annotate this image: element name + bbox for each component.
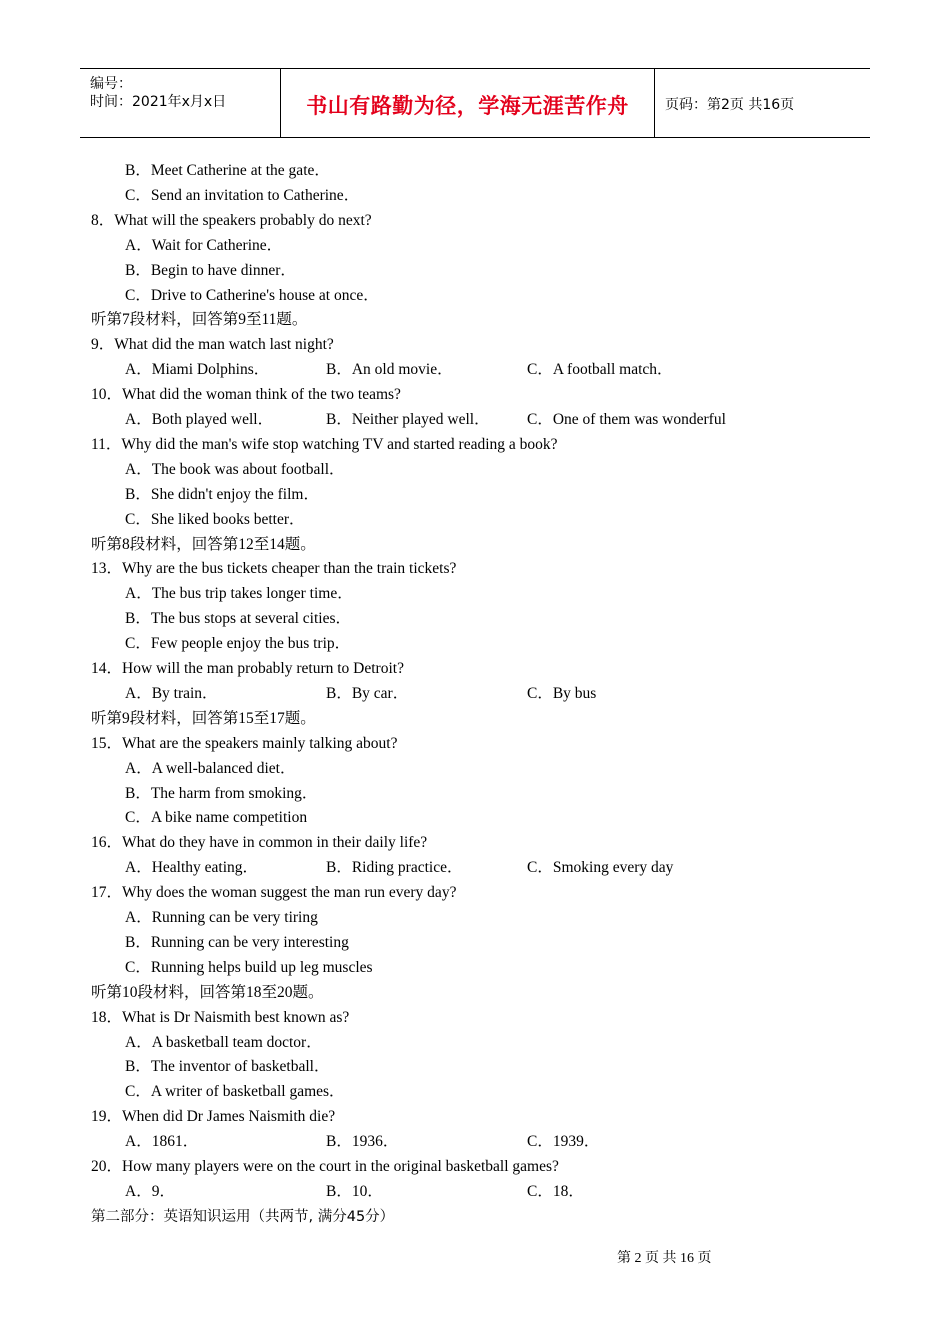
option-row (0, 1182, 950, 1202)
motto-text: 书山有路勤为径，学海无涯苦作舟 (306, 94, 629, 118)
option-row (0, 360, 950, 380)
question-line: 18．What is Dr Naismith best known as? (91, 1009, 350, 1026)
option-line: C．Drive to Catherine's house at once． (125, 287, 379, 304)
page-footer: 第 2 页 共 16 页 (617, 1251, 712, 1266)
option-line: B．Begin to have dinner． (125, 262, 296, 279)
option-item: A．Miami Dolphins． (125, 361, 270, 378)
part-heading: 第二部分：英语知识运用（共两节, 满分45分） (91, 1209, 395, 1225)
option-line: A．Wait for Catherine． (125, 237, 283, 254)
option-row (0, 858, 950, 878)
section-instruction: 听第10段材料，回答第18至20题。 (91, 984, 324, 1001)
option-line: B．Running can be very interesting (125, 934, 349, 951)
question-line: 10．What did the woman think of the two teams? (91, 386, 401, 403)
option-item: C．1939． (527, 1133, 600, 1150)
section-instruction: 听第8段材料，回答第12至14题。 (91, 536, 316, 553)
option-line: C．Running helps build up leg muscles (125, 959, 373, 976)
question-line: 14．How will the man probably return to Detroit? (91, 660, 404, 677)
question-line: 9．What did the man watch last night? (91, 336, 334, 353)
question-line: 16．What do they have in common in their daily life? (91, 834, 428, 851)
option-row (0, 684, 950, 704)
option-item: B．Riding practice． (326, 859, 463, 876)
option-item: C．18． (527, 1183, 584, 1200)
option-item: B．By car． (326, 685, 409, 702)
option-item: A．9． (125, 1183, 175, 1200)
section-instruction: 听第7段材料，回答第9至11题。 (91, 311, 308, 328)
question-line: 20．How many players were on the court in the original basketball games? (91, 1158, 559, 1175)
option-line: B．The inventor of basketball． (125, 1058, 330, 1075)
page-info: 页码：第2页 共16页 (665, 97, 795, 113)
option-line: C．Send an invitation to Catherine． (125, 187, 360, 204)
option-line: B．Meet Catherine at the gate． (125, 162, 330, 179)
option-line: C．A writer of basketball games． (125, 1083, 345, 1100)
option-line: C．A bike name competition (125, 809, 308, 826)
option-item: C．By bus (527, 685, 597, 702)
header-page-cell (655, 69, 870, 137)
option-item: C．One of them was wonderful (527, 411, 726, 428)
option-line: A．The bus trip takes longer time． (125, 585, 353, 602)
question-line: 15．What are the speakers mainly talking about? (91, 735, 398, 752)
option-item: A．By train． (125, 685, 218, 702)
question-line: 17．Why does the woman suggest the man run every day? (91, 884, 457, 901)
number-label: 编号： (90, 76, 132, 92)
question-line: 13．Why are the bus tickets cheaper than the train tickets? (91, 560, 457, 577)
option-line: A．A basketball team doctor． (125, 1034, 322, 1051)
option-line: B．She didn't enjoy the film． (125, 486, 319, 503)
option-item: C．Smoking every day (527, 859, 674, 876)
option-line: C．She liked books better． (125, 511, 305, 528)
option-line: B．The harm from smoking． (125, 785, 318, 802)
header-info-cell (80, 69, 281, 137)
option-row (0, 410, 950, 430)
question-line: 11．Why did the man's wife stop watching TV and started reading a book? (91, 436, 558, 453)
option-item: A．Both played well． (125, 411, 274, 428)
option-line: C．Few people enjoy the bus trip． (125, 635, 351, 652)
option-item: B．An old movie． (326, 361, 453, 378)
question-line: 19．When did Dr James Naismith die? (91, 1108, 336, 1125)
option-item: B．1936． (326, 1133, 399, 1150)
option-item: B．Neither played well． (326, 411, 490, 428)
option-line: A．The book was about football． (125, 461, 345, 478)
page-header (80, 68, 870, 138)
option-line: A．Running can be very tiring (125, 909, 318, 926)
option-line: B．The bus stops at several cities． (125, 610, 351, 627)
header-motto-cell (281, 69, 655, 137)
question-line: 8．What will the speakers probably do next? (91, 212, 372, 229)
option-item: B．10． (326, 1183, 383, 1200)
option-item: A．1861． (125, 1133, 199, 1150)
option-row (0, 1132, 950, 1152)
option-item: C．A football match． (527, 361, 673, 378)
option-item: A．Healthy eating． (125, 859, 259, 876)
section-instruction: 听第9段材料，回答第15至17题。 (91, 710, 316, 727)
time-label: 时间：2021年x月x日 (90, 94, 227, 110)
option-line: A．A well-balanced diet． (125, 760, 296, 777)
